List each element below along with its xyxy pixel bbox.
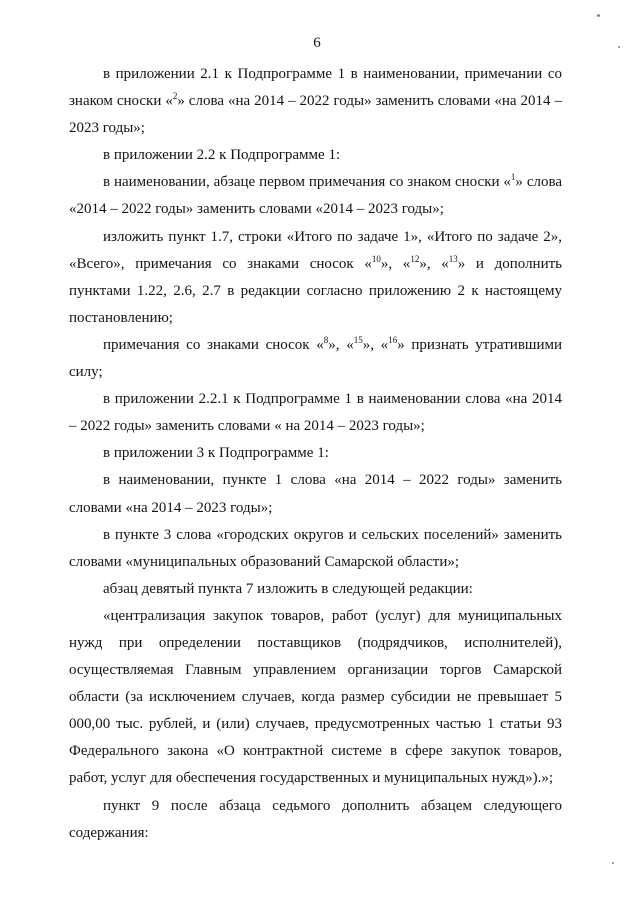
paragraph [69, 224, 562, 332]
paragraph-text: » и дополнить пунктами 1.22, 2.6, 2.7 в редакции согласно приложению 2 к настоящему постановлению; [69, 255, 562, 326]
paragraph [69, 169, 562, 223]
scan-speck [612, 862, 614, 864]
paragraph [69, 440, 562, 467]
scan-speck [597, 14, 600, 17]
footnote-marker: 10 [371, 253, 381, 264]
paragraph-text: » слова «на 2014 – 2022 годы» заменить словами «на 2014 – 2023 годы»; [69, 93, 562, 137]
paragraph [69, 386, 562, 440]
footnote-marker: 1 [510, 172, 516, 183]
paragraph-text: в приложении 2.2 к Подпрограмме 1: [103, 147, 341, 164]
paragraph-text: », « [419, 255, 449, 272]
paragraph-text: абзац девятый пункта 7 изложить в следующей редакции: [103, 580, 473, 597]
paragraph-text: », « [328, 336, 354, 353]
paragraph-text: в приложении 2.2.1 к Подпрограмме 1 в наименовании слова «на 2014 – 2022 годы» заменить словами « на 2014 – 2023 годы»; [69, 391, 562, 435]
paragraph-text: изложить пункт 1.7, строки «Итого по задаче 1», «Итого по задаче 2», «Всего», примечания со знаками сносок « [69, 228, 562, 272]
paragraph [69, 332, 562, 386]
footnote-marker: 15 [353, 334, 363, 345]
paragraph [69, 522, 562, 576]
paragraph [69, 467, 562, 521]
footnote-marker: 16 [388, 334, 398, 345]
paragraph [69, 142, 562, 169]
paragraph-text: в пункте 3 слова «городских округов и сельских поселений» заменить словами «муниципальных образований Самарской области»; [69, 526, 562, 570]
paragraph-text: » слова «2014 – 2022 годы» заменить словами «2014 – 2023 годы»; [69, 174, 562, 218]
paragraph-text: », « [362, 336, 389, 353]
paragraph-text: в наименовании, пункте 1 слова «на 2014 – 2022 годы» заменить словами «на 2014 – 2023 годы»; [69, 472, 562, 516]
paragraph [69, 61, 562, 142]
paragraph-text: в приложении 3 к Подпрограмме 1: [103, 445, 329, 462]
footnote-marker: 12 [410, 253, 420, 264]
paragraph-text: », « [380, 255, 411, 272]
page-number: 6 [313, 35, 321, 51]
paragraph [69, 603, 562, 793]
paragraph-text: «централизация закупок товаров, работ (услуг) для муниципальных нужд при определении поставщиков (подрядчиков, исполнителей), осуществляемая Главным управлением организации торгов Самарской области (за исключением случаев, когда размер субсидии не превышает 5 000,00 тыс. рублей, и (или) случаев, предусмотренных частью 1 статьи 93 Федерального закона «О контрактной системе в сфере закупок товаров, работ, услуг для обеспечения государственных и муниципальных нужд»).»; [69, 607, 562, 787]
footnote-marker: 8 [323, 334, 329, 345]
paragraph-text: в наименовании, абзаце первом примечания со знаком сноски « [103, 174, 511, 191]
paragraph [69, 793, 562, 847]
paragraph [69, 576, 562, 603]
scan-speck [618, 46, 620, 48]
paragraph-text: примечания со знаками сносок « [103, 336, 324, 353]
paragraph-text: » признать утратившими силу; [69, 336, 563, 381]
paragraph-text: в приложении 2.1 к Подпрограмме 1 в наименовании, примечании со знаком сноски « [69, 66, 562, 110]
document-body [69, 61, 562, 847]
footnote-marker: 13 [448, 253, 458, 264]
paragraph-text: пункт 9 после абзаца седьмого дополнить абзацем следующего содержания: [69, 797, 562, 841]
footnote-marker: 2 [172, 91, 178, 102]
